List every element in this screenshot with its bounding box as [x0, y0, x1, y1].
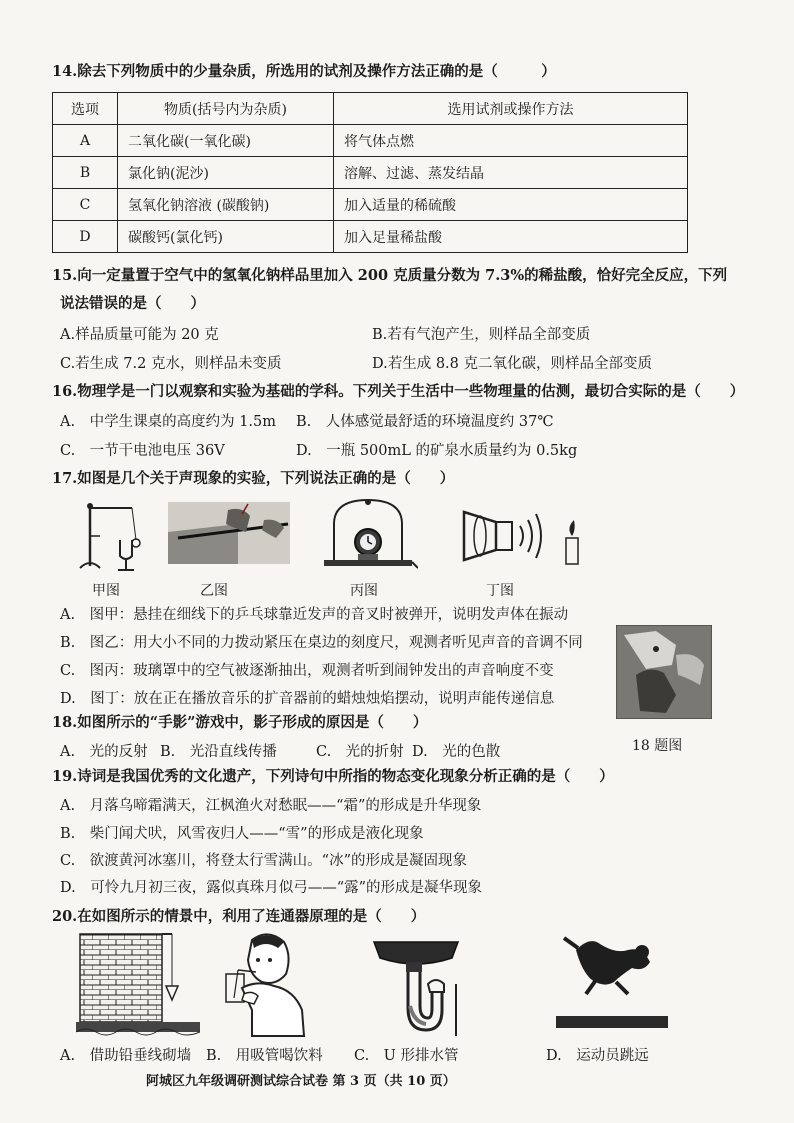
speaker-candle-figure — [456, 500, 588, 572]
q20-option-b: B. 用吸管喝饮料 — [206, 1048, 323, 1064]
tuning-fork-figure — [76, 496, 154, 574]
fig-label-yi: 乙图 — [200, 583, 228, 599]
table-row — [53, 125, 688, 157]
row-d-method: 加入足量稀盐酸 — [334, 221, 688, 253]
page-footer: 阿城区九年级调研测试综合试卷 第 3 页（共 10 页） — [146, 1074, 456, 1089]
q16-option-b: B. 人体感觉最舒适的环境温度约 37℃ — [296, 414, 554, 430]
row-c-substance: 氢氧化钠溶液 (碳酸钠) — [118, 189, 334, 221]
row-d-option: D — [53, 221, 118, 253]
q18-stem: 18.如图所示的“手影”游戏中，影子形成的原因是（ ） — [52, 714, 428, 731]
q20-option-d: D. 运动员跳远 — [546, 1048, 649, 1064]
q16-option-a: A. 中学生课桌的高度约为 1.5m — [60, 414, 276, 430]
q19-option-c: C. 欲渡黄河冰塞川，将登太行雪满山。“冰”的形成是凝固现象 — [60, 853, 468, 869]
hand-shadow-figure — [616, 625, 712, 719]
row-b-method: 溶解、过滤、蒸发结晶 — [334, 157, 688, 189]
q17-stem: 17.如图是几个关于声现象的实验，下列说法正确的是（ ） — [52, 470, 455, 487]
fig-label-ding: 丁图 — [486, 583, 514, 599]
q19-option-a: A. 月落乌啼霜满天，江枫渔火对愁眠——“霜”的形成是升华现象 — [60, 798, 482, 814]
row-a-method: 将气体点燃 — [334, 125, 688, 157]
long-jumper-figure — [556, 932, 668, 1034]
q17-option-c: C. 图丙：玻璃罩中的空气被逐渐抽出，观测者听到闹钟发出的声音响度不变 — [60, 663, 554, 679]
q17-option-a: A. 图甲：悬挂在细线下的乒乓球靠近发声的音叉时被弹开，说明发声体在振动 — [60, 607, 569, 623]
row-a-substance: 二氧化碳(一氧化碳) — [118, 125, 334, 157]
q20-option-a: A. 借助铅垂线砌墙 — [60, 1048, 192, 1064]
table-row — [53, 221, 688, 253]
bell-jar-figure — [318, 496, 418, 574]
q15-option-c: C.若生成 7.2 克水，则样品未变质 — [60, 356, 282, 372]
q16-option-d: D. 一瓶 500mL 的矿泉水质量约为 0.5kg — [296, 443, 578, 459]
q19-option-d: D. 可怜九月初三夜，露似真珠月似弓——“露”的形成是凝华现象 — [60, 880, 483, 896]
q15-option-a: A.样品质量可能为 20 克 — [60, 327, 219, 343]
q18-option-d: D. 光的色散 — [412, 744, 501, 760]
fig-label-bing: 丙图 — [350, 583, 378, 599]
q20-option-c: C. U 形排水管 — [354, 1048, 459, 1064]
row-b-option: B — [53, 157, 118, 189]
q18-option-c: C. 光的折射 — [316, 744, 404, 760]
q19-stem: 19.诗词是我国优秀的文化遗产，下列诗句中所指的物态变化现象分析正确的是（ ） — [52, 768, 614, 785]
q20-stem: 20.在如图所示的情景中，利用了连通器原理的是（ ） — [52, 908, 426, 925]
q17-option-b: B. 图乙：用大小不同的力拨动紧压在桌边的刻度尺，观测者听见声音的音调不同 — [60, 635, 583, 651]
q14-stem: 14.除去下列物质中的少量杂质，所选用的试剂及操作方法正确的是（ ） — [52, 63, 556, 80]
header-substance: 物质(括号内为杂质) — [118, 93, 334, 125]
q15-option-b: B.若有气泡产生，则样品全部变质 — [372, 327, 591, 343]
plumb-line-wall-figure — [76, 930, 200, 1038]
q18-fig-label: 18 题图 — [632, 738, 683, 754]
row-b-substance: 氯化钠(泥沙) — [118, 157, 334, 189]
q18-option-a: A. 光的反射 — [60, 744, 148, 760]
q19-option-b: B. 柴门闻犬吠，风雪夜归人——“雪”的形成是液化现象 — [60, 826, 424, 842]
row-d-substance: 碳酸钙(氯化钙) — [118, 221, 334, 253]
q15-stem-line2: 说法错误的是（ ） — [60, 295, 205, 312]
q16-option-c: C. 一节干电池电压 36V — [60, 443, 225, 459]
row-a-option: A — [53, 125, 118, 157]
q18-option-b: B. 光沿直线传播 — [160, 744, 277, 760]
table-header-row — [53, 93, 688, 125]
table-row — [53, 189, 688, 221]
boy-straw-figure — [218, 930, 314, 1038]
row-c-method: 加入适量的稀硫酸 — [334, 189, 688, 221]
u-drain-pipe-figure — [370, 936, 462, 1038]
fig-label-jia: 甲图 — [92, 583, 120, 599]
ruler-table-figure — [168, 502, 290, 564]
q15-option-d: D.若生成 8.8 克二氧化碳，则样品全部变质 — [372, 356, 652, 372]
header-method: 选用试剂或操作方法 — [334, 93, 688, 125]
header-option: 选项 — [53, 93, 118, 125]
q14-table — [52, 92, 688, 253]
q17-option-d: D. 图丁：放在正在播放音乐的扩音器前的蜡烛烛焰摆动，说明声能传递信息 — [60, 691, 555, 707]
q15-stem-line1: 15.向一定量置于空气中的氢氧化钠样品里加入 200 克质量分数为 7.3%的稀盐酸，恰好完全反应，下列 — [52, 267, 728, 284]
row-c-option: C — [53, 189, 118, 221]
table-row — [53, 157, 688, 189]
q16-stem: 16.物理学是一门以观察和实验为基础的学科。下列关于生活中一些物理量的估测，最切合实际的是（ ） — [52, 383, 745, 400]
